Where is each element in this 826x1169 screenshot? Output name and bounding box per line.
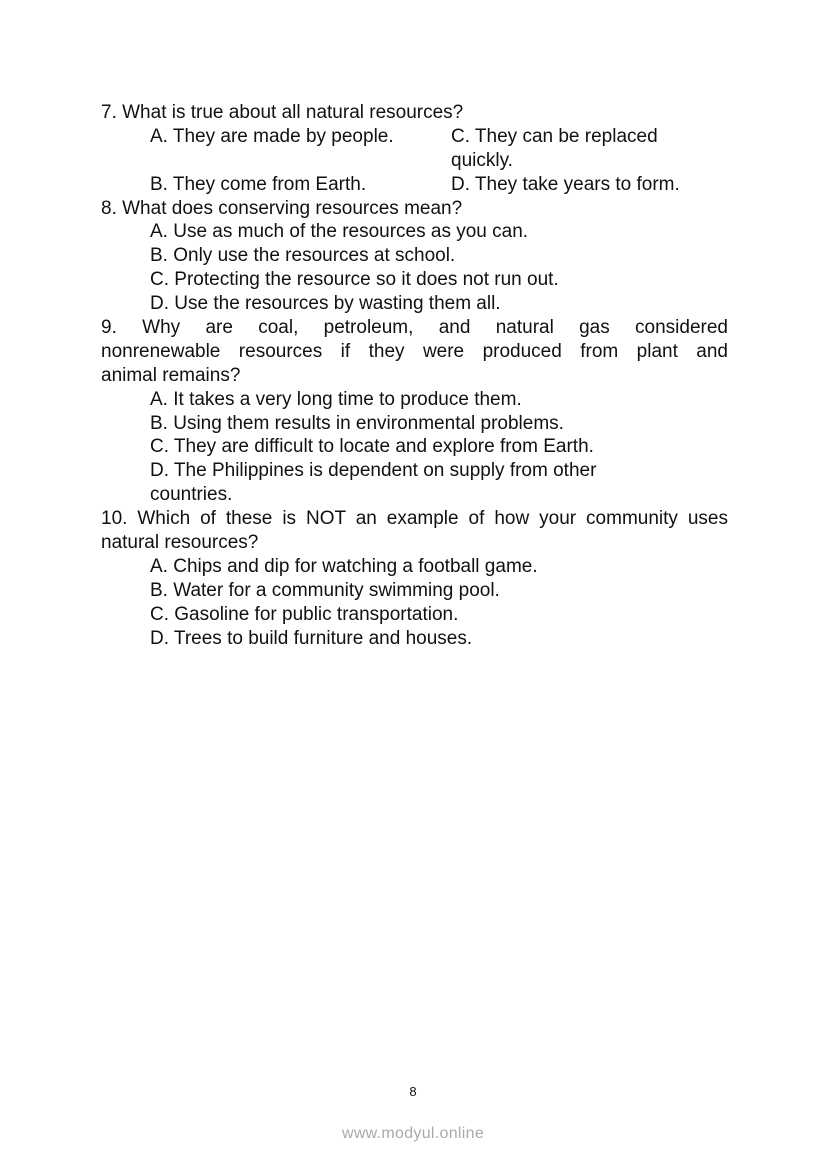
- question-stem-line: nonrenewable resources if they were produced from plant and: [101, 340, 728, 362]
- choice-c: C. They are difficult to locate and explore from Earth.: [150, 436, 594, 458]
- choice-a: A. Use as much of the resources as you can.: [150, 221, 529, 243]
- question-stem: 7. What is true about all natural resources?: [101, 102, 464, 123]
- page-number: 8: [409, 1084, 417, 1099]
- question-stem-line: animal remains?: [101, 364, 241, 386]
- question-10: [101, 507, 728, 650]
- choice-a: A. Chips and dip for watching a football game.: [150, 555, 538, 577]
- choice-b: B. They come from Earth.: [150, 173, 367, 195]
- question-stem-line: 9. Why are coal, petroleum, and natural gas considered: [101, 317, 728, 339]
- choice-b: B. Only use the resources at school.: [150, 245, 456, 267]
- choice-d: D. Use the resources by wasting them all.: [150, 293, 501, 315]
- choice-c-continued: quickly.: [451, 149, 513, 171]
- question-stem-line: natural resources?: [101, 532, 259, 554]
- choice-c: C. They can be replaced: [451, 125, 658, 147]
- choice-d: D. Trees to build furniture and houses.: [150, 627, 473, 649]
- choice-d: D. They take years to form.: [451, 173, 680, 195]
- question-8: [101, 197, 728, 316]
- question-stem: 8. What does conserving resources mean?: [101, 197, 463, 219]
- choice-b: B. Using them results in environmental problems.: [150, 412, 564, 434]
- choice-d-continued: countries.: [150, 484, 233, 506]
- choice-b: B. Water for a community swimming pool.: [150, 579, 500, 601]
- choice-row: [101, 149, 728, 173]
- document-page: [101, 101, 728, 650]
- choice-c: C. Gasoline for public transportation.: [150, 603, 459, 625]
- choice-a: A. It takes a very long time to produce them.: [150, 388, 522, 410]
- question-stem-line: 10. Which of these is NOT an example of how your community uses: [101, 508, 728, 530]
- choice-c: C. Protecting the resource so it does not run out.: [150, 269, 559, 291]
- question-9: [101, 316, 728, 507]
- question-7: [101, 101, 728, 197]
- choice-row: [101, 173, 728, 197]
- choice-row: [101, 125, 728, 149]
- choice-d: D. The Philippines is dependent on supply from other: [150, 460, 597, 482]
- spacer: [101, 149, 451, 173]
- choice-a: A. They are made by people.: [150, 125, 394, 147]
- watermark: www.modyul.online: [341, 1125, 485, 1142]
